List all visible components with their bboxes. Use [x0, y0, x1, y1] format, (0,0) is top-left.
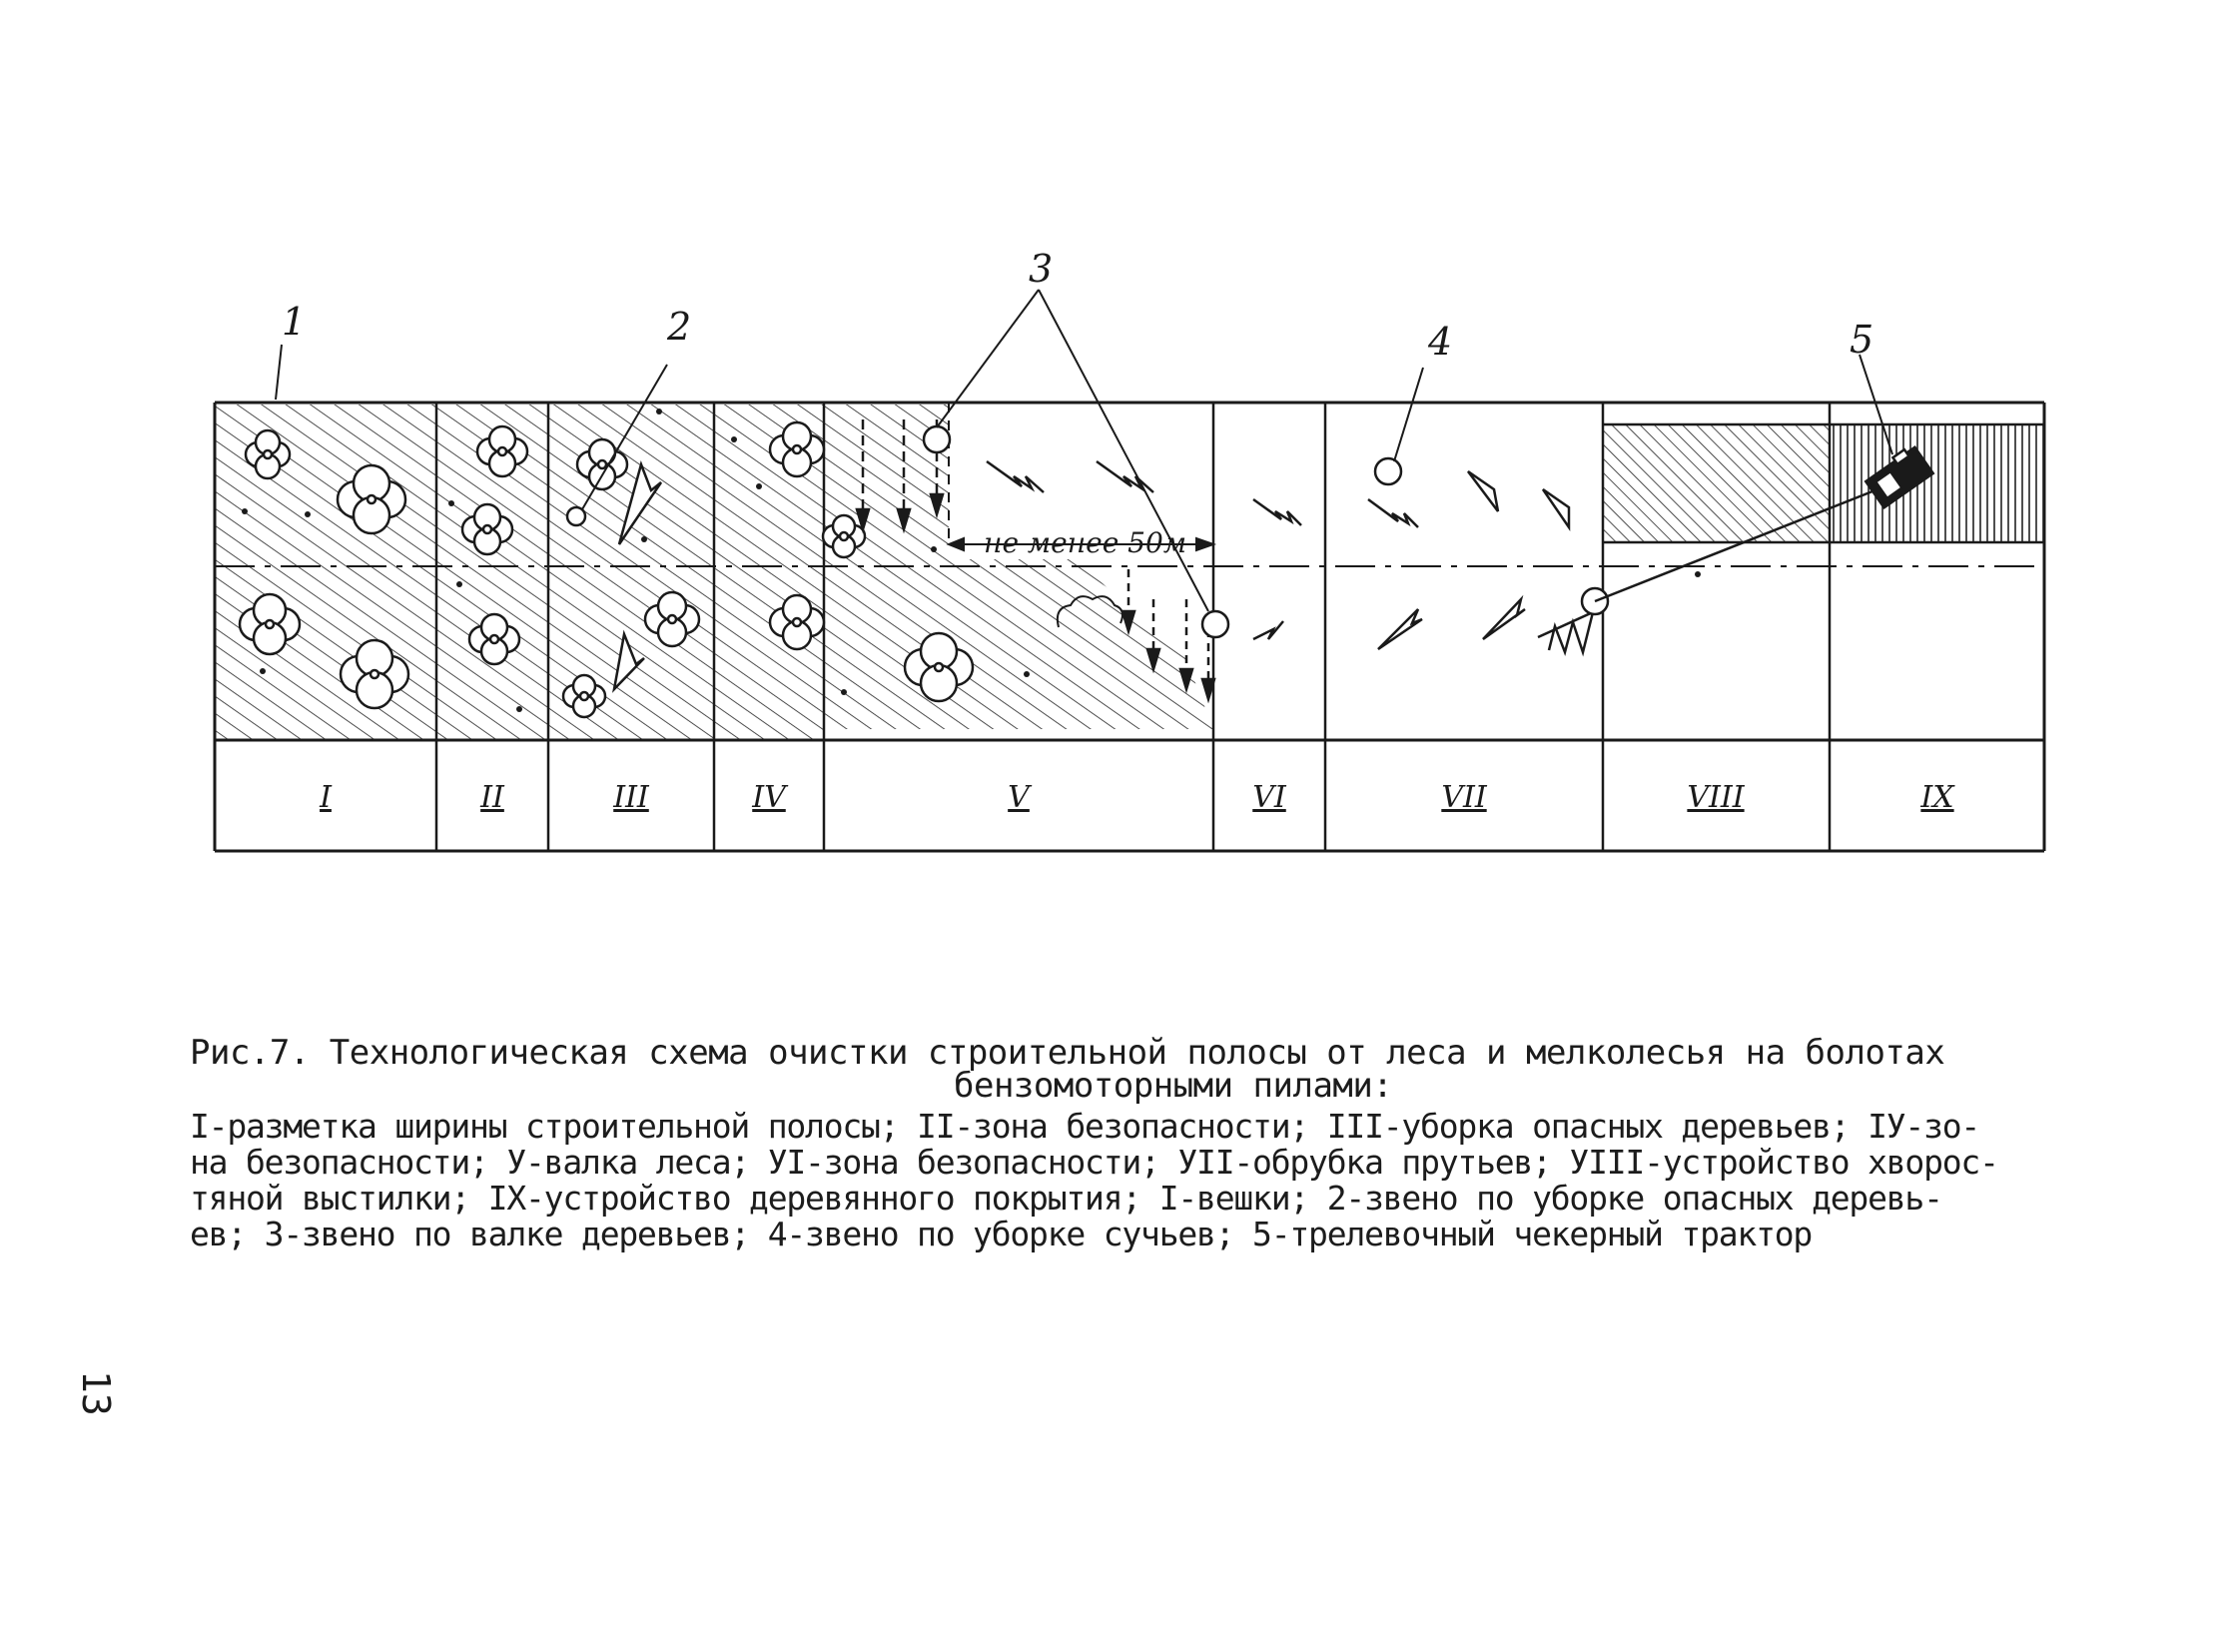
callout-3: 3 [1029, 247, 1054, 291]
falling-tree-arrow-icon [1253, 499, 1301, 525]
branch-bundle-icon [1538, 612, 1593, 652]
distance-label: не менее 50м [984, 526, 1187, 559]
legend-line: I-разметка ширины строительной полосы; II-зона безопасности; III-уборка опасных деревьев; IУ-зо- [190, 1107, 1980, 1146]
callout-1: 1 [282, 300, 307, 344]
legend-line: ев; 3-звено по валке деревьев; 4-звено по уборке сучьев; 5-трелевочный чекерный трактор [190, 1215, 1813, 1253]
falling-tree-arrow-icon [1097, 461, 1153, 492]
zone-label-6: VI [1252, 780, 1286, 815]
worker-crew-4-marker [1375, 458, 1401, 484]
falling-tree-arrow-icon [1468, 471, 1498, 511]
zone-label-5: V [1008, 780, 1030, 815]
worker-crew-3-marker [924, 426, 950, 452]
small-arrow-icon [1253, 621, 1283, 639]
figure-caption-title-line2: бензомоторными пилами: [954, 1066, 1393, 1106]
legend-line: тяной выстилки; IX-устройство деревянного покрытия; I-вешки; 2-звено по уборке опасных деревь- [190, 1179, 1942, 1218]
legend-line: на безопасности; У-валка леса; УI-зона безопасности; УII-обрубка прутьев; УIII-устройство хворос- [190, 1143, 1998, 1182]
zone-label-1: I [320, 780, 332, 815]
zone-label-9: IX [1920, 780, 1954, 815]
callout-2: 2 [667, 305, 692, 349]
zone-label-4: IV [752, 780, 786, 815]
falling-tree-arrow-icon [1378, 609, 1422, 649]
falling-tree-arrow-icon [1368, 499, 1418, 527]
callout-5: 5 [1850, 318, 1874, 362]
figure-caption-title: Рис.7. Технологическая схема очистки строительной полосы от леса и мелколесья на болотах [190, 1033, 1945, 1073]
worker-crew-3-marker [1202, 611, 1228, 637]
falling-tree-arrow-icon [1543, 489, 1569, 527]
zone-label-7: VII [1441, 780, 1487, 815]
zone-label-3: III [613, 780, 649, 815]
worker-crew-2-marker [567, 507, 585, 525]
zone-label-8: VIII [1687, 780, 1745, 815]
page-number: 13 [74, 1370, 118, 1416]
falling-tree-arrow-icon [987, 461, 1044, 492]
zone-label-2: II [480, 780, 504, 815]
callout-4: 4 [1428, 320, 1453, 364]
falling-tree-arrow-icon [1483, 599, 1525, 639]
